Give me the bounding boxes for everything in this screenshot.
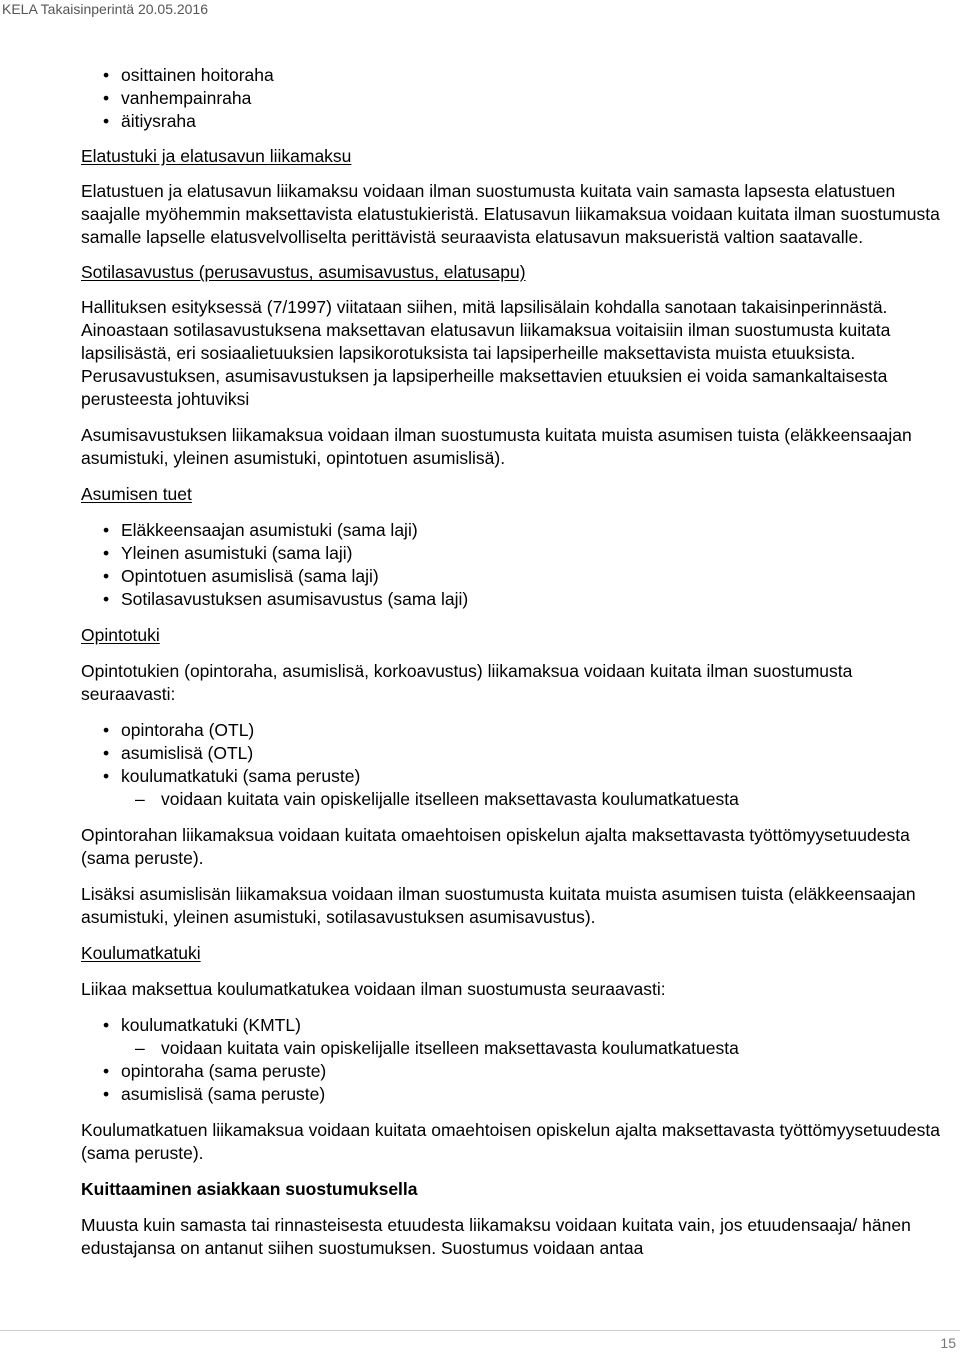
benefit-list bbox=[81, 64, 951, 133]
list-item-label: koulumatkatuki (KMTL) bbox=[121, 1015, 301, 1035]
paragraph-opintoraha: Opintorahan liikamaksua voidaan kuitata omaehtoisen opiskelun ajalta maksettavasta työttömyysetuudesta (sama peruste). bbox=[81, 825, 910, 868]
paragraph-opintotuki-intro: Opintotukien (opintoraha, asumislisä, korkoavustus) liikamaksua voidaan kuitata ilman suostumusta seuraavasti: bbox=[81, 661, 853, 704]
opintotuki-list bbox=[81, 719, 951, 811]
sub-list bbox=[121, 1037, 951, 1060]
paragraph-asumisavustus: Asumisavustuksen liikamaksua voidaan ilman suostumusta kuitata muista asumisen tuista (eläkkeensaajan asumistuki, yleinen asumistuki, opintotuen asumislisä). bbox=[81, 425, 912, 468]
paragraph-sotilasavustus: Hallituksen esityksessä (7/1997) viitataan siihen, mitä lapsilisälain kohdalla sanotaan takaisinperinnästä. Ainoastaan sotilasavustuksena maksettavan elatusavun liikamaksua voitaisiin ilman suostumusta kuitata lapsilisästä, eri sosiaalietuuksien lapsikorotuksista tai lapsiperheille maksettavista muista etuuksista. Perusavustuksen, asumisavustuksen ja lapsiperheille maksettavien etuuksien ei voida samankaltaisesta perusteesta johtuviksi bbox=[81, 297, 891, 409]
sub-list-item: – voidaan kuitata vain opiskelijalle itselleen maksettavasta koulumatkatuesta bbox=[121, 1037, 951, 1060]
paragraph-kuittaaminen: Muusta kuin samasta tai rinnasteisesta etuudesta liikamaksu voidaan kuitata vain, jos etuudensaaja/ hänen edustajansa on antanut siihen suostumuksen. Suostumus voidaan antaa bbox=[81, 1215, 911, 1258]
list-item: • Eläkkeensaajan asumistuki (sama laji) bbox=[81, 519, 951, 542]
list-item: • asumislisä (OTL) bbox=[81, 742, 951, 765]
footer-divider bbox=[0, 1330, 960, 1331]
section-heading-koulumatkatuki: Koulumatkatuki bbox=[81, 943, 201, 963]
list-item: • opintoraha (sama peruste) bbox=[81, 1060, 951, 1083]
page-header: KELA Takaisinperintä 20.05.2016 bbox=[2, 1, 209, 17]
list-item bbox=[81, 765, 951, 811]
list-item: • Sotilasavustuksen asumisavustus (sama laji) bbox=[81, 588, 951, 611]
section-heading-elatustuki: Elatustuki ja elatusavun liikamaksu bbox=[81, 146, 352, 166]
list-item: • Yleinen asumistuki (sama laji) bbox=[81, 542, 951, 565]
paragraph-koulumatkatuki-intro: Liikaa maksettua koulumatkatukea voidaan ilman suostumusta seuraavasti: bbox=[81, 979, 666, 999]
page-number: 15 bbox=[940, 1335, 956, 1351]
sub-list bbox=[121, 788, 951, 811]
paragraph-elatustuki: Elatustuen ja elatusavun liikamaksu voidaan ilman suostumusta kuitata vain samasta lapsesta elatustuen saajalle myöhemmin maksettavista elatustukieristä. Elatusavun liikamaksua voidaan kuitata ilman suostumusta samalle lapselle elatusvelvolliselta perittävistä seuraavista elatusavun maksueristä valtion saatavalle. bbox=[81, 181, 940, 247]
section-heading-opintotuki: Opintotuki bbox=[81, 625, 160, 645]
document-body bbox=[81, 64, 951, 1260]
asumisen-tuet-list bbox=[81, 519, 951, 611]
koulumatkatuki-list bbox=[81, 1014, 951, 1106]
list-item: • osittainen hoitoraha bbox=[81, 64, 951, 87]
section-heading-sotilasavustus: Sotilasavustus (perusavustus, asumisavustus, elatusapu) bbox=[81, 262, 526, 282]
section-heading-kuittaaminen: Kuittaaminen asiakkaan suostumuksella bbox=[81, 1179, 418, 1199]
list-item: • opintoraha (OTL) bbox=[81, 719, 951, 742]
list-item: • äitiysraha bbox=[81, 110, 951, 133]
list-item: • asumislisä (sama peruste) bbox=[81, 1083, 951, 1106]
section-heading-asumisen-tuet: Asumisen tuet bbox=[81, 484, 192, 504]
list-item-label: koulumatkatuki (sama peruste) bbox=[121, 766, 361, 786]
sub-list-item: – voidaan kuitata vain opiskelijalle itselleen maksettavasta koulumatkatuesta bbox=[121, 788, 951, 811]
list-item: • Opintotuen asumislisä (sama laji) bbox=[81, 565, 951, 588]
paragraph-asumislisa: Lisäksi asumislisän liikamaksua voidaan ilman suostumusta kuitata muista asumisen tuista (eläkkeensaajan asumistuki, yleinen asumistuki, sotilasavustuksen asumisavustus). bbox=[81, 884, 916, 927]
paragraph-koulumatkatuki: Koulumatkatuen liikamaksua voidaan kuitata omaehtoisen opiskelun ajalta maksettavasta työttömyysetuudesta (sama peruste). bbox=[81, 1120, 940, 1163]
list-item bbox=[81, 1014, 951, 1060]
list-item: • vanhempainraha bbox=[81, 87, 951, 110]
